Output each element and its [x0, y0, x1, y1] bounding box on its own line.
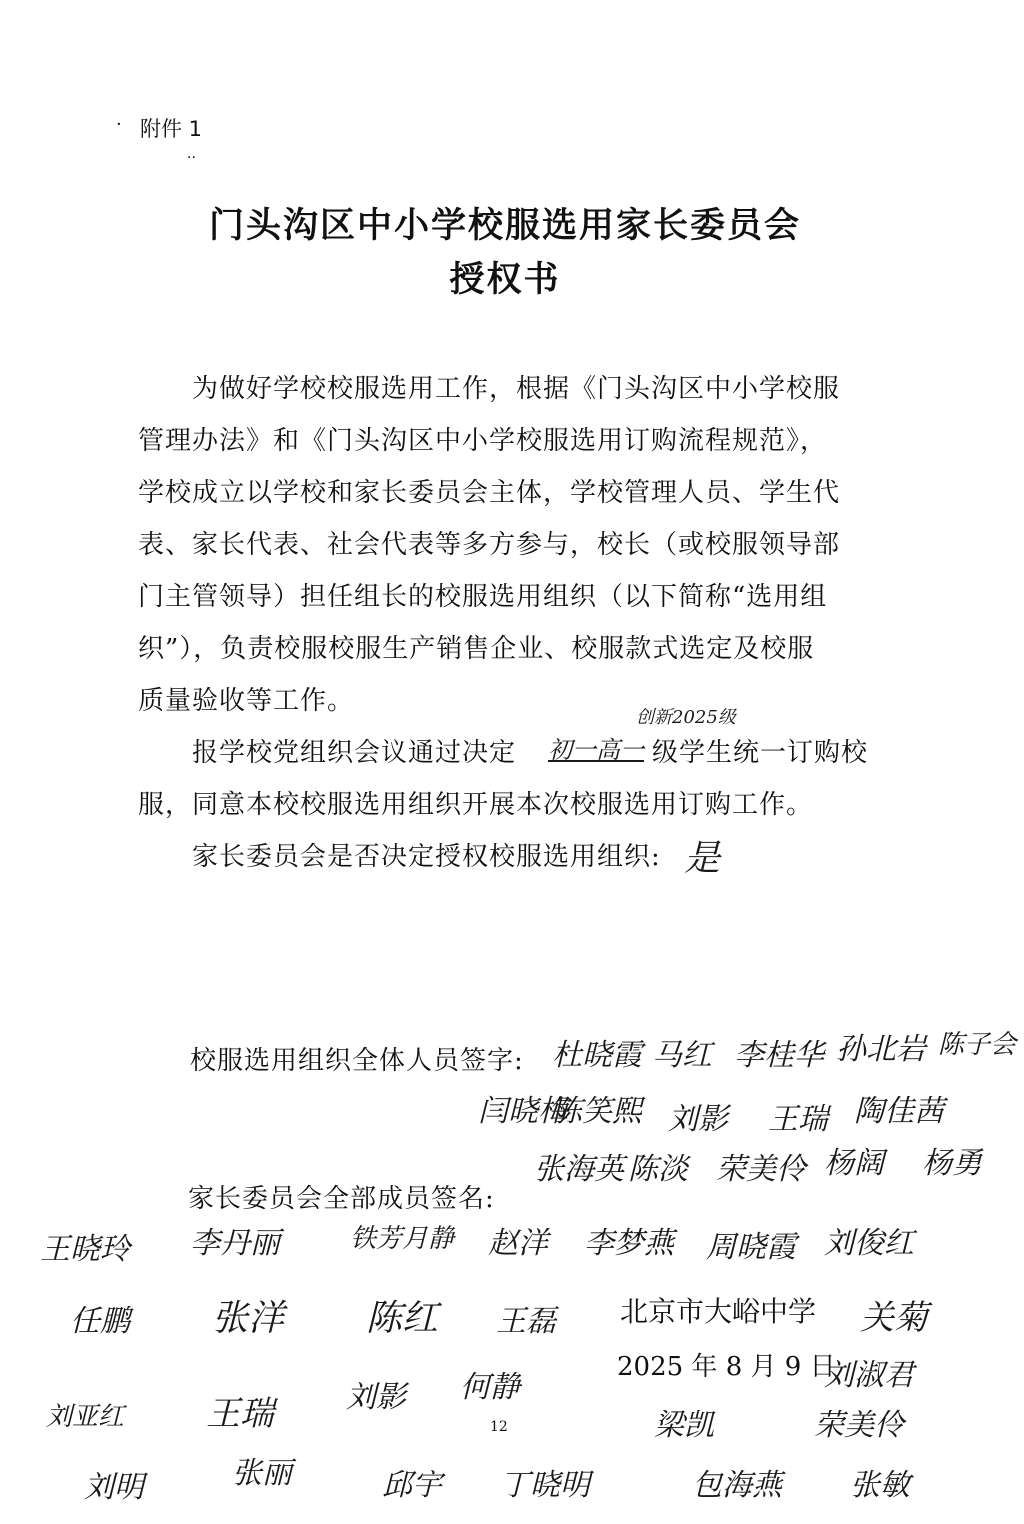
signature: 陶佳茜 [854, 1094, 944, 1129]
signature: 张丽 [232, 1456, 292, 1491]
signature: 铁芳月静 [350, 1224, 455, 1254]
signature: 赵洋 [488, 1226, 548, 1261]
signature: 杜晓霞 [552, 1038, 642, 1073]
document-subtitle: 授权书 [449, 260, 561, 300]
authorization-question: 家长委员会是否决定授权校服选用组织: [192, 842, 661, 872]
signature: 张敏 [850, 1468, 910, 1503]
signature: 刘亚红 [46, 1402, 125, 1432]
signature: 杨勇 [922, 1146, 982, 1181]
handwritten-grade-note: 创新2025级 [636, 707, 736, 728]
signature: 刘淑君 [824, 1358, 914, 1393]
body-line: 学校成立以学校和家长委员会主体，学校管理人员、学生代 [138, 478, 841, 508]
margin-dot: ·· [187, 150, 196, 166]
school-name-stamp: 北京市大峪中学 [620, 1295, 817, 1328]
signature: 陈红 [366, 1298, 439, 1339]
body-line: 管理办法》和《门头沟区中小学校服选用订购流程规范》， [138, 426, 828, 456]
signature: 王瑞 [206, 1394, 274, 1434]
signature: 梁凯 [654, 1408, 714, 1443]
committee-signature-label: 家长委员会全部成员签名: [188, 1184, 495, 1214]
signature: 任鹏 [70, 1304, 130, 1339]
signature: 丁晓明 [500, 1468, 590, 1503]
signature: 王晓玲 [40, 1232, 130, 1267]
signature: 刘影 [346, 1380, 406, 1415]
signature: 闫晓梅 [478, 1094, 568, 1129]
signature: 刘俊红 [824, 1226, 914, 1261]
handwritten-grade-fill: 初一高一 [548, 736, 644, 764]
signature: 孙北岩 [836, 1032, 926, 1067]
signature: 陈子会 [938, 1030, 1017, 1060]
body-line: 表、家长代表、社会代表等多方参与，校长（或校服领导部 [138, 530, 841, 560]
signature: 包海燕 [692, 1468, 782, 1503]
signature: 王瑞 [768, 1102, 828, 1137]
signature: 荣美伶 [814, 1408, 904, 1443]
authorization-answer: 是 [684, 838, 721, 879]
signature: 关菊 [860, 1298, 928, 1338]
body-line: 门主管领导）担任组长的校服选用组织（以下简称“选用组 [138, 582, 828, 612]
margin-dot: · [116, 114, 122, 135]
org-signature-label: 校服选用组织全体人员签字: [190, 1046, 524, 1076]
signature: 张洋 [212, 1298, 285, 1339]
attachment-label: 附件 1 [140, 117, 203, 141]
signature: 杨阔 [824, 1146, 884, 1181]
body-line: 服，同意本校校服选用组织开展本次校服选用订购工作。 [138, 790, 814, 820]
signature: 马红 [652, 1038, 712, 1073]
signature: 刘影 [668, 1102, 728, 1137]
body-line: 报学校党组织会议通过决定 [192, 738, 517, 768]
signature: 荣美伶 [716, 1152, 806, 1187]
signature: 陈淡 [628, 1152, 688, 1187]
body-line: 织”），负责校服校服生产销售企业、校服款式选定及校服 [138, 634, 815, 664]
page-number: 12 [490, 1419, 508, 1435]
signature: 张海英 [534, 1152, 624, 1187]
body-line: 为做好学校校服选用工作，根据《门头沟区中小学校服 [192, 374, 841, 404]
signature: 陈笑熙 [552, 1094, 642, 1129]
body-line: 级学生统一订购校 [652, 738, 869, 768]
signature: 王磊 [496, 1304, 556, 1339]
document-title: 门头沟区中小学校服选用家长委员会 [208, 206, 801, 246]
signature: 李桂华 [734, 1038, 824, 1073]
signature: 刘明 [84, 1470, 144, 1505]
signing-date: 2025 年 8 月 9 日 [617, 1352, 836, 1382]
signature: 邱宇 [382, 1468, 442, 1503]
signature: 李梦燕 [584, 1226, 674, 1261]
signature: 周晓霞 [706, 1230, 796, 1265]
body-line: 质量验收等工作。 [138, 686, 355, 716]
signature: 李丹丽 [190, 1226, 280, 1261]
signature: 何静 [460, 1370, 520, 1405]
